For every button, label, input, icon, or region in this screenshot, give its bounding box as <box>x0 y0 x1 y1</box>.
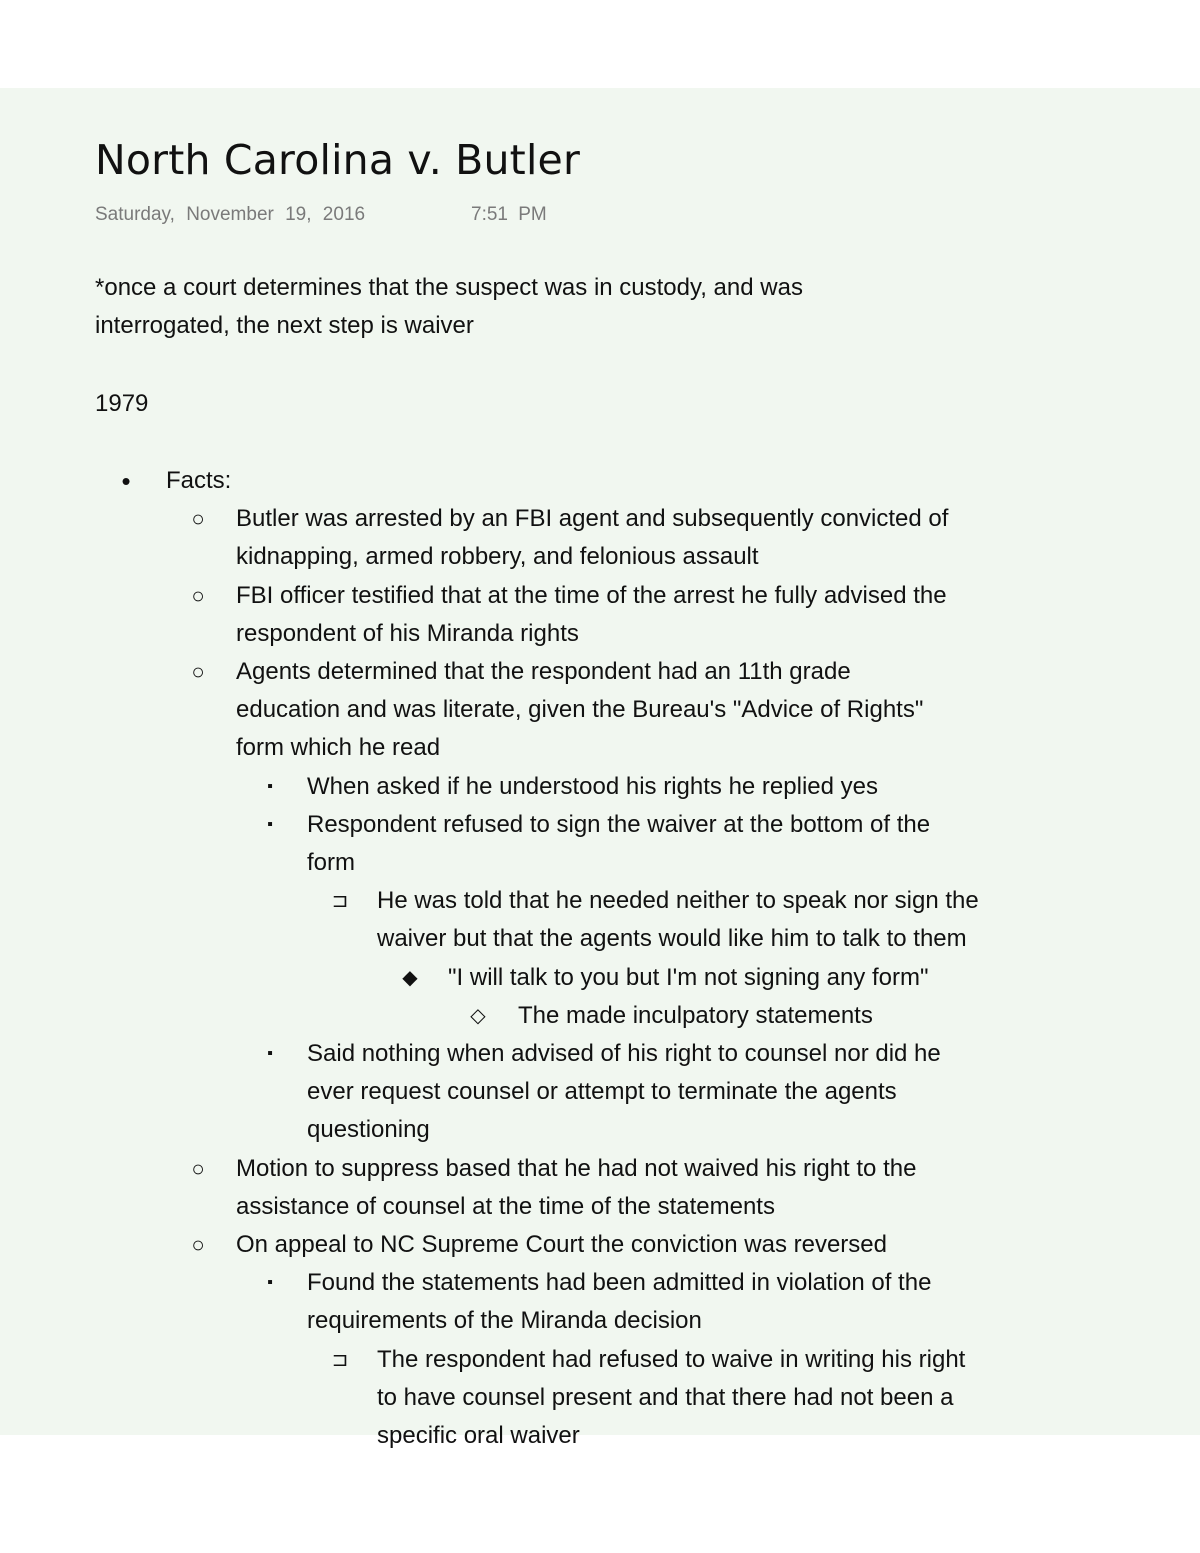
bracket-bullet-icon: ⊐ <box>331 1348 349 1371</box>
note-date: Saturday, November 19, 2016 <box>95 204 366 225</box>
outline-item-line: respondent of his Miranda rights <box>236 619 579 647</box>
outline-item-line: questioning <box>307 1116 430 1144</box>
outline-item-line: Found the statements had been admitted in violation of the <box>307 1269 932 1297</box>
outline-item-line: to have counsel present and that there had not been a <box>377 1383 954 1411</box>
page-title: North Carolina v. Butler <box>95 136 581 184</box>
outline-item-line: kidnapping, armed robbery, and felonious assault <box>236 543 759 571</box>
intro-line: *once a court determines that the suspect was in custody, and was <box>95 274 803 301</box>
outline-item-line: assistance of counsel at the time of the statements <box>236 1192 775 1220</box>
square-bullet-icon: ▪ <box>267 815 273 833</box>
outline-item-line: Facts: <box>166 467 232 494</box>
year-label: 1979 <box>95 390 149 417</box>
outline-item-line: education and was literate, given the Bureau's "Advice of Rights" <box>236 696 924 724</box>
outline-item-line: specific oral waiver <box>377 1422 580 1449</box>
outline-item-line: form <box>307 849 355 876</box>
outline-item-line: FBI officer testified that at the time of the arrest he fully advised the <box>236 581 947 609</box>
outline-item-line: On appeal to NC Supreme Court the conviction was reversed <box>236 1231 887 1258</box>
note-time: 7:51 PM <box>471 204 547 225</box>
circle-bullet-icon: ○ <box>191 1232 205 1257</box>
circle-bullet-icon: ○ <box>191 659 205 684</box>
intro-line: interrogated, the next step is waiver <box>95 312 474 339</box>
outline-item-line: The made inculpatory statements <box>518 1001 873 1029</box>
outline-item-line: Said nothing when advised of his right to counsel nor did he <box>307 1040 941 1067</box>
bracket-bullet-icon: ⊐ <box>331 890 349 913</box>
outline-item-line: ever request counsel or attempt to terminate the agents <box>307 1078 897 1106</box>
diamond-bullet-icon: ◆ <box>402 966 418 989</box>
note-page <box>0 88 1200 1449</box>
outline-item-line: Agents determined that the respondent had an 11th grade <box>236 658 851 685</box>
outline-item-line: Butler was arrested by an FBI agent and subsequently convicted of <box>236 505 949 533</box>
outline-item-line: waiver but that the agents would like him to talk to them <box>377 925 967 953</box>
circle-bullet-icon: ○ <box>191 1155 205 1181</box>
square-bullet-icon: ▪ <box>267 777 273 795</box>
outline-item-line: He was told that he needed neither to speak nor sign the <box>377 887 979 915</box>
outline-item-line: When asked if he understood his rights he replied yes <box>307 772 878 800</box>
outline-item-line: form which he read <box>236 734 441 762</box>
square-bullet-icon: ▪ <box>267 1274 273 1292</box>
outline-item-line: Respondent refused to sign the waiver at the bottom of the <box>307 810 931 838</box>
circle-bullet-icon: ○ <box>191 506 205 532</box>
hollow-diamond-bullet-icon: ◇ <box>470 1004 486 1027</box>
outline-item-line: requirements of the Miranda decision <box>307 1307 702 1335</box>
outline-item-line: Motion to suppress based that he had not waived his right to the <box>236 1154 917 1182</box>
square-bullet-icon: ▪ <box>267 1045 273 1062</box>
circle-bullet-icon: ○ <box>191 582 205 608</box>
outline-item-line: The respondent had refused to waive in writing his right <box>377 1345 966 1373</box>
bullet-icon: • <box>121 466 131 496</box>
outline-item-line: "I will talk to you but I'm not signing any form" <box>448 963 929 991</box>
